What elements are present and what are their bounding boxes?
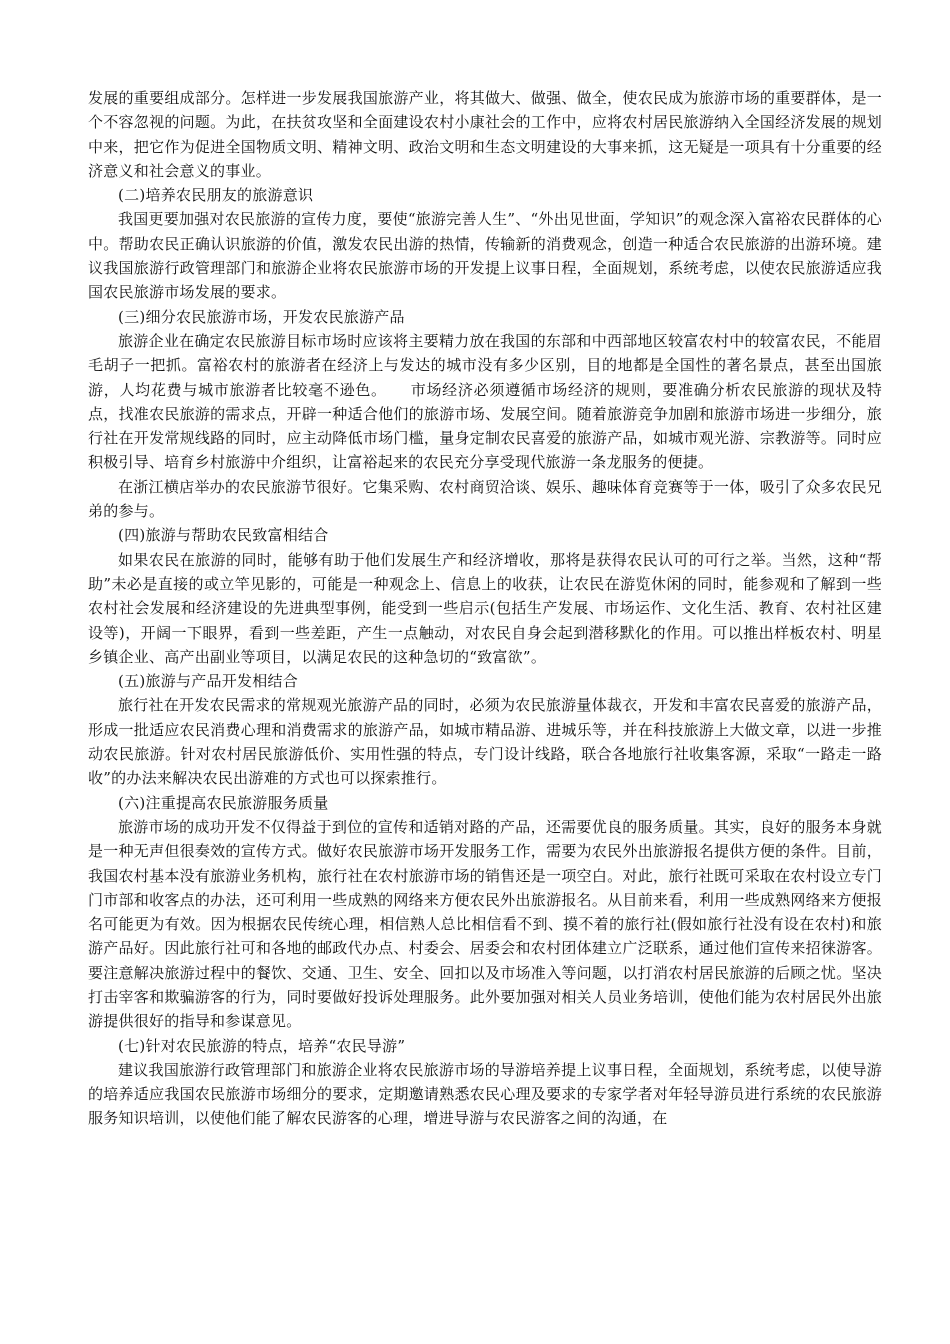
section-heading-7: (七)针对农民旅游的特点，培养“农民导游” (118, 1036, 406, 1055)
paragraph-section-2: 我国更要加强对农民旅游的宣传力度，要使“旅游完善人生”、“外出见世面，学知识”的观念深入富裕农民群体的心中。帮助农民正确认识旅游的价值，激发农民出游的热情，传输新的消费观念，创造一种适合农民旅游的出游环境。建议我国旅游行政管理部门和旅游企业将农民旅游市场的开发提上议事日程，全面规划，系统考虑，以使农民旅游适应我国农民旅游市场发展的要求。 (88, 210, 882, 302)
document-page (88, 86, 882, 1131)
paragraph-section-7: 建议我国旅游行政管理部门和旅游企业将农民旅游市场的导游培养提上议事日程，全面规划，系统考虑，以使导游的培养适应我国农民旅游市场细分的要求，定期邀请熟悉农民心理及要求的专家学者对年轻导游员进行系统的农民旅游服务知识培训，以使他们能了解农民游客的心理，增进导游与农民游客之间的沟通，在 (88, 1060, 882, 1128)
paragraph-section-4: 如果农民在旅游的同时，能够有助于他们发展生产和经济增收，那将是获得农民认可的可行之举。当然，这种“帮助”未必是直接的或立竿见影的，可能是一种观念上、信息上的收获，让农民在游览休闲的同时，能参观和了解到一些农村社会发展和经济建设的先进典型事例，能受到一些启示(包括生产发展、市场运作、文化生活、教育、农村社区建设等)，开阔一下眼界，看到一些差距，产生一点触动，对农民自身会起到潜移默化的作用。可以推出样板农村、明星乡镇企业、高产出副业等项目，以满足农民的这种急切的“致富欲”。 (88, 550, 882, 666)
paragraph-section-5: 旅行社在开发农民需求的常规观光旅游产品的同时，必须为农民旅游量体裁衣，开发和丰富农民喜爱的旅游产品，形成一批适应农民消费心理和消费需求的旅游产品，如城市精品游、进城乐等，并在科技旅游上大做文章，以进一步推动农民旅游。针对农村居民旅游低价、实用性强的特点，专门设计线路，联合各地旅行社收集客源，采取“一路走一路收”的办法来解决农民出游难的方式也可以探索推行。 (88, 696, 882, 788)
section-heading-4: (四)旅游与帮助农民致富相结合 (118, 526, 329, 545)
section-heading-6: (六)注重提高农民旅游服务质量 (118, 793, 329, 812)
paragraph-section-3-a: 旅游企业在确定农民旅游目标市场时应该将主要精力放在我国的东部和中西部地区较富农村中的较富农民，不能眉毛胡子一把抓。富裕农村的旅游者在经济上与发达的城市没有多少区别，目的地都是全国性的著名景点，甚至出国旅游，人均花费与城市旅游者比较毫不逊色。 市场经济必须遵循市场经济的规则，要准确分析农民旅游的现状及特点，找准农民旅游的需求点，开辟一种适合他们的旅游市场、发展空间。随着旅游竞争加剧和旅游市场进一步细分，旅行社在开发常规线路的同时，应主动降低市场门槛，量身定制农民喜爱的旅游产品，如城市观光游、宗教游等。同时应积极引导、培育乡村旅游中介组织，让富裕起来的农民充分享受现代旅游一条龙服务的便捷。 (88, 331, 882, 472)
section-heading-2: (二)培养农民朋友的旅游意识 (118, 186, 314, 205)
paragraph-section-6: 旅游市场的成功开发不仅得益于到位的宣传和适销对路的产品，还需要优良的服务质量。其实，良好的服务本身就是一种无声但很奏效的宣传方式。做好农民旅游市场开发服务工作，需要为农民外出旅游报名提供方便的条件。目前，我国农村基本没有旅游业务机构，旅行社在农村旅游市场的销售还是一项空白。对此，旅行社既可采取在农村设立专门门市部和收客点的办法，还可利用一些成熟的网络来方便农民外出旅游报名。从目前来看，利用一些成熟网络来方便报名可能更为有效。因为根据农民传统心理，相信熟人总比相信看不到、摸不着的旅行社(假如旅行社没有设在农村)和旅游产品好。因此旅行社可和各地的邮政代办点、村委会、居委会和农村团体建立广泛联系，通过他们宣传来招徕游客。要注意解决旅游过程中的餐饮、交通、卫生、安全、回扣以及市场准入等问题，以打消农村居民旅游的后顾之忧。坚决打击宰客和欺骗游客的行为，同时要做好投诉处理服务。此外要加强对相关人员业务培训，使他们能为农村居民外出旅游提供很好的指导和参谋意见。 (88, 817, 882, 1031)
section-heading-5: (五)旅游与产品开发相结合 (118, 672, 298, 691)
section-heading-3: (三)细分农民旅游市场，开发农民旅游产品 (118, 307, 405, 326)
paragraph-section-3-b: 在浙江横店举办的农民旅游节很好。它集采购、农村商贸洽谈、娱乐、趣味体育竞赛等于一体，吸引了众多农民兄弟的参与。 (88, 477, 882, 521)
paragraph-intro-continuation: 发展的重要组成部分。怎样进一步发展我国旅游产业，将其做大、做强、做全，使农民成为旅游市场的重要群体，是一个不容忽视的问题。为此，在扶贫攻坚和全面建设农村小康社会的工作中，应将农村居民旅游纳入全国经济发展的规划中来，把它作为促进全国物质文明、精神文明、政治文明和生态文明建设的大事来抓，这无疑是一项具有十分重要的经济意义和社会意义的事业。 (88, 89, 882, 180)
